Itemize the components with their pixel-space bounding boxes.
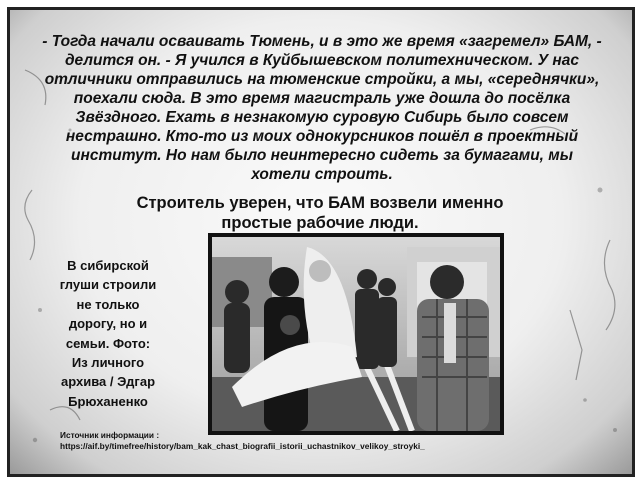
quote-line: институт. Но нам было неинтересно сидеть за бумагами, мы [71, 147, 573, 164]
caption-line: не только [76, 296, 140, 312]
photo-caption [38, 256, 178, 411]
wedding-photo-illustration [212, 237, 500, 431]
quote-line: - Тогда начали осваивать Тюмень, и в это же время «загремел» БАМ, - [42, 33, 602, 50]
quote-line: хотели строить. [251, 166, 393, 183]
statement-line: Строитель уверен, что БАМ возвели именно [136, 194, 504, 212]
caption-line: семьи. Фото: [65, 335, 151, 351]
statement-text [100, 193, 540, 233]
quote-line: отличники отправились на тюменские стройки, а мы, «середнячки», [44, 71, 600, 88]
caption-line: Брюханенко [68, 393, 148, 409]
caption-line: архива / Эдгар [60, 374, 156, 390]
caption-line: Из личного [71, 355, 145, 371]
source-label: Источник информации : [60, 430, 160, 440]
statement-line: простые рабочие люди. [221, 214, 419, 232]
wedding-photo [208, 233, 504, 435]
source-link[interactable]: https://aif.by/timefree/history/bam_kak_chast_biografii_istorii_uchastnikov_velikoy_stroyki_ [60, 441, 425, 451]
caption-line: глуши строили [59, 277, 157, 293]
caption-line: дорогу, но и [68, 316, 148, 332]
slide-frame [7, 7, 635, 477]
source-info [60, 430, 580, 452]
quote-text [24, 32, 620, 184]
quote-line: Звёздного. Ехать в незнакомую суровую Сибирь было совсем [75, 109, 569, 126]
caption-line: В сибирской [67, 258, 149, 273]
quote-line: нестрашно. Кто-то из моих однокурсников пошёл в проектный [65, 128, 579, 145]
quote-line: делится он. - Я учился в Куйбышевском политехническом. У нас [64, 52, 580, 69]
quote-line: поехали сюда. В это время магистраль уже дошла до посёлка [73, 90, 571, 107]
